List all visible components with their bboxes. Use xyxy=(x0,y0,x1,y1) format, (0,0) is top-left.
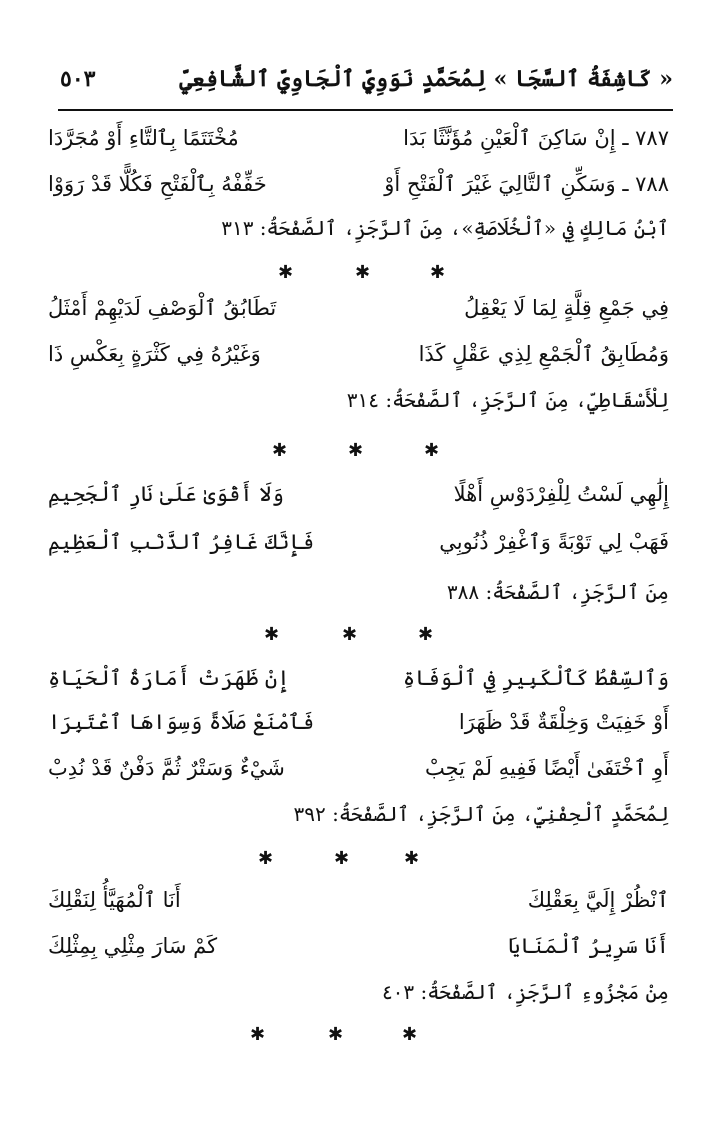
asterisk-icon: ✱ xyxy=(250,1024,266,1045)
asterisk-icon: ✱ xyxy=(430,262,446,283)
verse-line xyxy=(48,666,669,706)
section-separator xyxy=(0,848,717,874)
header-rule xyxy=(58,109,673,111)
citation: ٱبْنُ مَالِكٍ فِي «ٱلْخُلَاصَةِ»، مِنَ ٱلرَّجَزِ، ٱلصَّفْحَةُ: ٣١٣ xyxy=(221,216,669,240)
verse-second-hemistich: وَغَيْرُهُ فِي كَثْرَةٍ بِعَكْسِ ذَا xyxy=(48,342,261,366)
verse-line xyxy=(48,530,669,570)
asterisk-icon: ✱ xyxy=(328,1024,344,1045)
asterisk-icon: ✱ xyxy=(355,262,371,283)
verse-second-hemistich: تَطَابُقُ ٱلْوَصْفِ لَدَيْهِمْ أَمْثَلُ xyxy=(48,296,277,320)
asterisk-icon: ✱ xyxy=(348,440,364,461)
verse-second-hemistich: إِنْ ظَهَرَتْ أَمَارَةُ ٱلْحَيَاةِ xyxy=(48,666,290,690)
verse-line xyxy=(48,342,669,382)
section-separator xyxy=(0,440,717,466)
verse-second-hemistich: فَإِنَّكَ غَافِرُ ٱلذَّنْبِ ٱلْعَظِيمِ xyxy=(48,530,315,554)
asterisk-icon: ✱ xyxy=(402,1024,418,1045)
page-number: ٥٠٣ xyxy=(60,66,96,92)
verse-line xyxy=(48,888,669,928)
asterisk-icon: ✱ xyxy=(264,624,280,645)
verse-second-hemistich: أَنَا ٱلْمُهَيَّأُ لِنَقْلِكَ xyxy=(48,888,181,912)
citation: لِمُحَمَّدٍ ٱلْحِفْنِيِّ، مِنَ ٱلرَّجَزِ، ٱلصَّفْحَةُ: ٣٩٢ xyxy=(293,802,669,826)
verse-line xyxy=(48,126,669,166)
asterisk-icon: ✱ xyxy=(418,624,434,645)
citation: مِنْ مَجْزُوءِ ٱلرَّجَزِ، ٱلصَّفْحَةُ: ٤٠٣ xyxy=(381,980,669,1004)
verse-first-hemistich: وَٱلسِّقْطُ كَٱلْكَبِيرِ فِي ٱلْوَفَاةِ xyxy=(402,666,669,690)
verse-first-hemistich: أَوْ خَفِيَتْ وَخِلْقَةٌ قَدْ ظَهَرَا xyxy=(458,710,669,734)
citation: لِلْأَسْقَاطِيِّ، مِنَ ٱلرَّجَزِ، ٱلصَّفْحَةُ: ٣١٤ xyxy=(346,388,669,412)
asterisk-icon: ✱ xyxy=(258,848,274,869)
verse-second-hemistich: كَمْ سَارَ مِثْلِي بِمِثْلِكَ xyxy=(48,934,218,958)
verse-line xyxy=(48,482,669,522)
asterisk-icon: ✱ xyxy=(424,440,440,461)
citation: مِنَ ٱلرَّجَزِ، ٱلصَّفْحَةُ: ٣٨٨ xyxy=(446,580,669,604)
verse-line xyxy=(48,934,669,974)
verse-first-hemistich: أَوِ ٱخْتَفَىٰ أَيْضًا فَفِيهِ لَمْ يَجِبْ xyxy=(424,756,669,780)
verse-first-hemistich: فَهَبْ لِي تَوْبَةً وَٱغْفِرْ ذُنُوبِي xyxy=(439,530,669,554)
section-separator xyxy=(0,1024,717,1050)
verse-line xyxy=(48,296,669,336)
verse-first-hemistich: ٱنْظُرْ إِلَيَّ بِعَقْلِكَ xyxy=(527,888,669,912)
asterisk-icon: ✱ xyxy=(272,440,288,461)
verse-second-hemistich: فَٱمْنَعْ صَلَاةً وَسِوَاهَا ٱعْتَبِرَا xyxy=(48,710,315,734)
verse-second-hemistich: وَلَا أَقْوَىٰ عَلَىٰ نَارِ ٱلْجَحِيمِ xyxy=(48,482,284,506)
asterisk-icon: ✱ xyxy=(342,624,358,645)
asterisk-icon: ✱ xyxy=(334,848,350,869)
page-header xyxy=(60,60,673,106)
verse-line xyxy=(48,710,669,750)
section-separator xyxy=(0,262,717,288)
verse-first-hemistich: ٧٨٨ ـ وَسَكِّنِ ٱلتَّالِيَ غَيْرَ ٱلْفَتْحِ أَوْ xyxy=(384,172,669,196)
verse-second-hemistich: شَيْءٌ وَسَتْرٌ ثُمَّ دَفْنٌ قَدْ نُدِبْ xyxy=(48,756,285,780)
verse-first-hemistich: فِي جَمْعِ قِلَّةٍ لِمَا لَا يَعْقِلُ xyxy=(464,296,669,320)
asterisk-icon: ✱ xyxy=(278,262,294,283)
verse-second-hemistich: خَفِّفْهُ بِٱلْفَتْحِ فَكُلًّا قَدْ رَوَوْا xyxy=(48,172,267,196)
section-separator xyxy=(0,624,717,650)
verse-first-hemistich: إِلَٰهِي لَسْتُ لِلْفِرْدَوْسِ أَهْلًا xyxy=(453,482,669,506)
asterisk-icon: ✱ xyxy=(404,848,420,869)
verse-first-hemistich: أَنَا سَرِيرُ ٱلْمَنَايَا xyxy=(507,934,669,958)
verse-line xyxy=(48,756,669,796)
verse-first-hemistich: ٧٨٧ ـ إِنْ سَاكِنَ ٱلْعَيْنِ مُؤَنَّثًا بَدَا xyxy=(403,126,669,150)
verse-line xyxy=(48,172,669,212)
verse-second-hemistich: مُخْتَتَمًا بِٱلتَّاءِ أَوْ مُجَرَّدَا xyxy=(48,126,239,150)
running-title: « كَاشِفَةُ ٱلسَّجَا » لِمُحَمَّدٍ نَوَوِيٍّ ٱلْجَاوِيِّ ٱلشَّافِعِيِّ xyxy=(179,66,673,92)
verse-first-hemistich: وَمُطَابِقُ ٱلْجَمْعِ لِذِي عَقْلٍ كَذَا xyxy=(418,342,669,366)
